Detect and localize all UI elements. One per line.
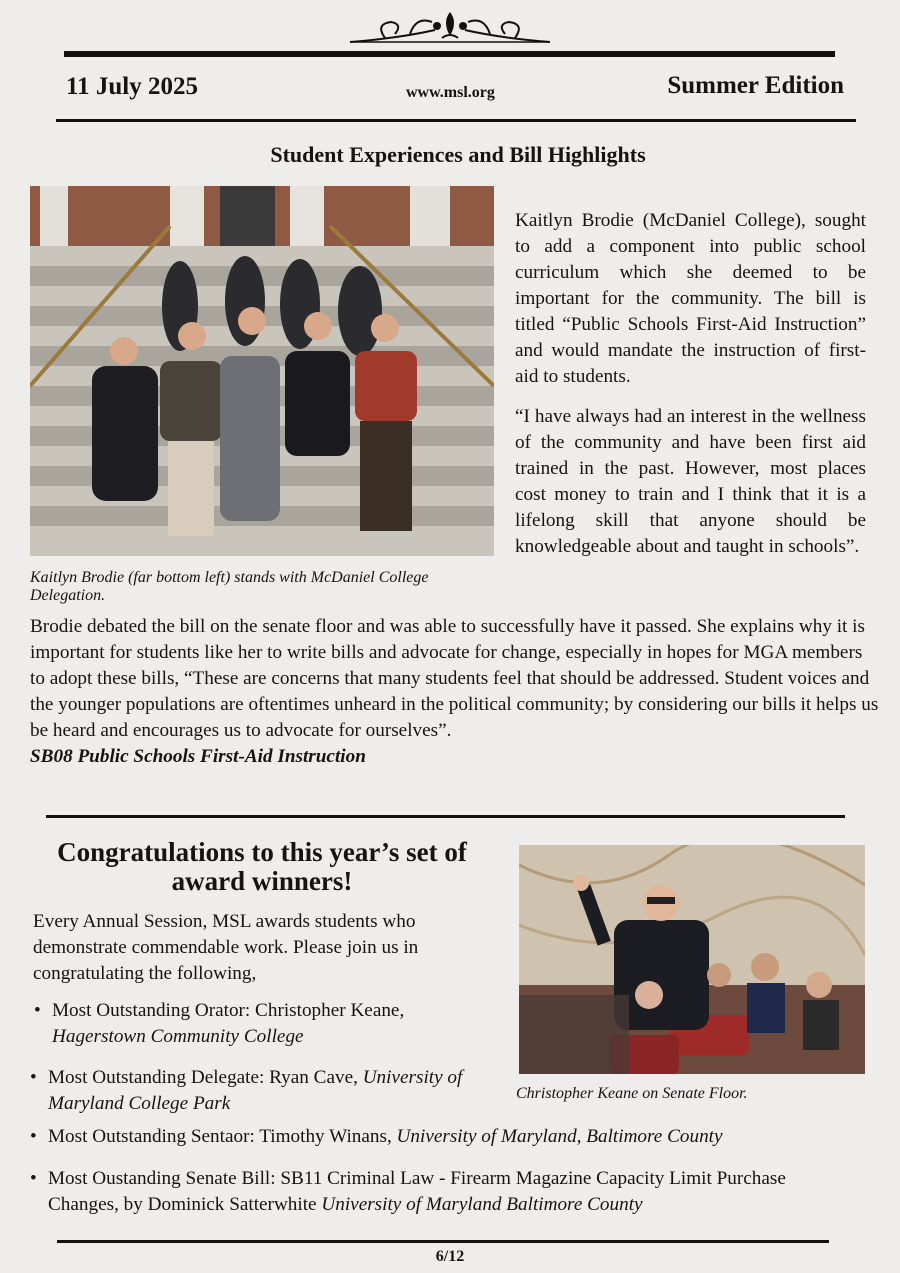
award-school: Hagerstown Community College [52,1026,304,1047]
ornament-flourish-icon [340,8,560,48]
edition-label: Summer Edition [667,72,844,99]
bullet-icon: • [30,1067,37,1088]
article-body [30,614,880,770]
article-column-text [515,208,866,574]
bullet-icon: • [30,1126,37,1147]
bill-label: SB08 Public Schools First-Aid Instruction [30,746,366,767]
award-item-senator [30,1124,870,1150]
award-title: Most Outstanding Sentaor: Timothy Winans, [48,1126,392,1147]
senate-floor-photo [519,845,865,1074]
award-item-orator [34,998,504,1050]
award-school: University of Maryland Baltimore County [321,1194,643,1215]
award-title: Most Outstanding Delegate: Ryan Cave, [48,1067,358,1088]
awards-title: Congratulations to this year’s set of award winners! [57,837,467,896]
senate-photo-caption: Christopher Keane on Senate Floor. [516,1085,748,1102]
article-body-paragraph: Brodie debated the bill on the senate floor and was able to successfully have it passed. She explains why it is important for students like her to write bills and advocate for change, especially in hopes for MGA members to adopt these bills, “These are concerns that many students feel that should be addressed. Student voices and the younger populations are oftentimes unheard in the political community; by considering our bills it helps us be heard and encourages us to advocate for ourselves”. [30,616,879,741]
article-title: Student Experiences and Bill Highlights [270,142,646,167]
bullet-icon: • [30,1168,37,1189]
bullet-icon: • [34,1000,41,1021]
award-item-senate-bill [30,1166,850,1218]
delegation-photo [30,186,494,556]
award-school: University of Maryland, Baltimore County [396,1126,723,1147]
delegation-photo-caption: Kaitlyn Brodie (far bottom left) stands with McDaniel College Delegation. [30,569,429,604]
award-title: Most Outstanding Orator: Christopher Keane, [52,1000,405,1021]
article-intro-paragraph: Kaitlyn Brodie (McDaniel College), sought to add a component into public school curriculum which she deemed to be important for the community. The bill is titled “Public Schools First-Aid Instruction” and would mandate the instruction of first-aid to students. [515,210,866,387]
website-link[interactable]: www.msl.org [406,84,495,101]
awards-intro: Every Annual Session, MSL awards students who demonstrate commendable work. Please join us in congratulating the following, [33,911,419,984]
issue-date: 11 July 2025 [66,73,198,100]
page-number: 6/12 [435,1248,465,1265]
award-item-delegate [30,1065,500,1117]
footer-rule [57,1240,829,1243]
header-bottom-rule [56,119,856,122]
article-quote-paragraph: “I have always had an interest in the wellness of the community and have been first aid trained in the past. However, most places cost money to train and I think that it is a lifelong skill that anyone should be knowledgeable about and taught in schools”. [515,406,866,557]
award-school: University of Maryland College Park [48,1067,463,1114]
award-title: Most Oustanding Senate Bill: SB11 Criminal Law - Firearm Magazine Capacity Limit Purchase Changes, by Dominick Satterwhite [48,1168,786,1215]
header-top-rule [64,51,835,57]
section-divider [46,815,845,818]
